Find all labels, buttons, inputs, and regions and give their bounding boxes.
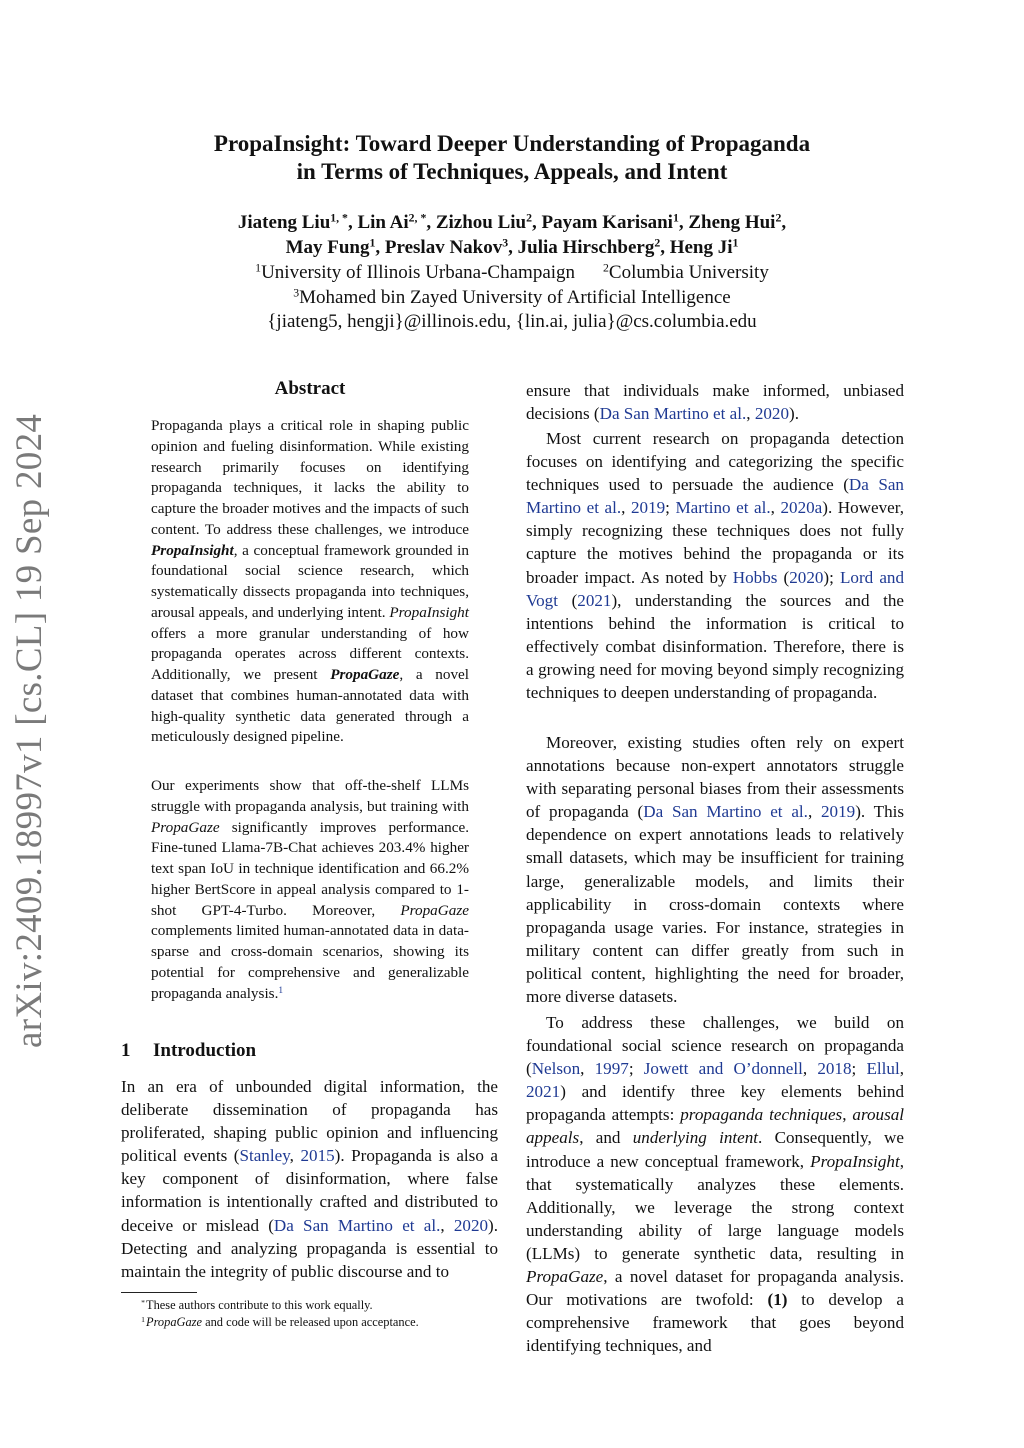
- citation-link[interactable]: Hobbs: [732, 567, 778, 587]
- text-run: Most current research on propaganda detection focuses on identifying and categorizing the specific techniques used to persuade the audience (: [526, 429, 904, 495]
- citation-link[interactable]: Jowett and O’donnell: [643, 1059, 803, 1079]
- emphasis-term: arousal appeals: [526, 1105, 905, 1148]
- arxiv-identifier: arXiv:2409.18997v1 [cs.CL] 19 Sep 2024: [9, 413, 50, 1048]
- text-run: , a novel dataset that combines human-annotated data with high-quality synthetic data generated through a meticulously designed pipeline.: [151, 666, 470, 746]
- author-affil-mark: 1: [672, 211, 679, 225]
- text-run: ). However, simply recognizing these techniques does not fully capture the motives behind the propaganda or its broader impact. As noted by: [526, 498, 905, 587]
- text-run: significantly improves performance. Fine-tuned Llama-7B-Chat achieves 203.4% higher text span IoU in technique identification and 66.2% higher BertScore in appeal analysis compared to 1-shot GPT-4-Turbo. Moreover,: [151, 818, 469, 919]
- text-run: Moreover, existing studies often rely on expert annotations because non-expert annotators struggle with separating personal biases from their assessments of propaganda (: [526, 733, 904, 822]
- text-run: ,: [802, 1059, 818, 1079]
- text-run: offers a more granular understanding of how propaganda operates across different contexts. Additionally, we present: [151, 624, 469, 683]
- citation-link[interactable]: Da San Martino et al.: [599, 404, 747, 424]
- dataset-name: PropaGaze: [400, 901, 469, 919]
- citation-year-link[interactable]: 2019: [821, 802, 856, 822]
- text-run: Propaganda plays a critical role in shaping public opinion and fueling disinformation. While existing research primarily focuses on identifying propaganda techniques, it lacks the ability to capture the broader motives and the impacts of such content. To address these challenges, we introduce: [151, 417, 469, 538]
- author-affil-mark: 2: [775, 211, 782, 225]
- text-run: , that systematically analyzes these elements. Additionally, we leverage the strong context understanding ability of large language models (LLMs) to generate synthetic data, resulting in: [526, 1151, 904, 1263]
- affiliation-line-1: [120, 261, 904, 286]
- author-affil-mark: 2: [526, 211, 533, 225]
- text-run: , a conceptual framework grounded in foundational social science research, which systematically dissects propaganda into techniques, arousal appeals, and underlying intent.: [151, 541, 469, 621]
- author-name: Payam Karisani: [541, 212, 673, 233]
- text-run: To address these challenges, we build on foundational social science research on propaganda (: [526, 1013, 904, 1079]
- affiliation-mark: 2: [603, 261, 609, 275]
- abstract-paragraph-2: [151, 776, 469, 1004]
- citation-link[interactable]: Da San Martino et al.: [273, 1215, 441, 1235]
- footnote-rule: [121, 1292, 197, 1293]
- text-run: ) and identify three key elements behind propaganda attempts:: [526, 1082, 904, 1125]
- citation-year-link[interactable]: 2021: [577, 590, 612, 610]
- citation-year-link[interactable]: 2021: [526, 1082, 561, 1102]
- text-run: ,: [440, 1215, 454, 1235]
- author-name: Zizhou Liu: [435, 212, 527, 233]
- author-emails: {jiateng5, hengji}@illinois.edu, {lin.ai, julia}@cs.columbia.edu: [267, 311, 757, 332]
- affiliation-name: University of Illinois Urbana-Champaign: [261, 262, 576, 283]
- abstract-heading: Abstract: [274, 378, 346, 399]
- right-paragraph-continuation: [526, 379, 904, 425]
- citation-link[interactable]: Ellul: [866, 1059, 900, 1079]
- text-run: ,: [807, 802, 821, 822]
- text-run: ,: [289, 1146, 301, 1166]
- text-run: , and: [579, 1128, 633, 1148]
- author-name: Lin Ai: [357, 212, 409, 233]
- text-run: ,: [770, 498, 781, 518]
- dataset-name: PropaGaze: [151, 818, 220, 836]
- footnote-text: and code will be released upon acceptance.: [201, 1315, 419, 1329]
- author-affil-mark: 2, *: [408, 211, 427, 225]
- text-run: ,: [899, 1059, 904, 1079]
- title-line-2: in Terms of Techniques, Appeals, and Intent: [296, 159, 728, 184]
- citation-link[interactable]: Stanley: [239, 1146, 290, 1166]
- footnote-link[interactable]: 1: [278, 985, 284, 996]
- author-name: Zheng Hui: [688, 212, 776, 233]
- citation-year-link[interactable]: 2020: [453, 1215, 489, 1235]
- text-run: ). Detecting and analyzing propaganda is essential to maintain the integrity of public discourse and to: [121, 1215, 498, 1281]
- citation-link[interactable]: Lord and Vogt: [526, 567, 905, 610]
- affiliation-mark: 1: [255, 261, 262, 275]
- text-run: ,: [746, 404, 755, 424]
- citation-year-link[interactable]: 2020a: [780, 498, 823, 518]
- right-paragraph-1: [526, 427, 904, 704]
- footnote-mark: 1: [141, 1314, 145, 1324]
- emphasis-term: underlying intent: [632, 1128, 759, 1148]
- author-affil-mark: 3: [502, 236, 509, 250]
- author-affil-mark: 1: [732, 236, 739, 250]
- citation-year-link[interactable]: 2015: [300, 1146, 335, 1166]
- author-affil-mark: 1: [369, 236, 376, 250]
- emphasis-term: propaganda techniques: [680, 1105, 843, 1125]
- author-affil-mark: 2: [654, 236, 661, 250]
- text-run: ). This dependence on expert annotations leads to relatively small datasets, which may be insufficient for training large, generalizable models, and limits their applicability in cross-domain contexts where propaganda usage varies. For instance, strategies in military content can differ greatly from such in political content, highlighting the need for broader, more diverse datasets.: [526, 802, 905, 1007]
- author-line-2: May Fung$^1$, Preslav Nakov$^3$, Julia Hirschberg$^2$, Heng Ji$^1$: [285, 236, 739, 258]
- affiliation-line-2: [120, 286, 904, 311]
- text-run: (: [557, 590, 578, 610]
- text-run: ;: [665, 498, 676, 518]
- right-paragraph-3: [526, 1011, 904, 1357]
- framework-name: PropaInsight: [389, 603, 469, 621]
- affiliations: [120, 261, 904, 335]
- author-list: [120, 210, 904, 260]
- section-heading-introduction: [121, 1040, 256, 1062]
- text-run: (: [777, 567, 790, 587]
- text-run: ensure that individuals make informed, unbiased decisions (: [526, 381, 904, 424]
- footnote-equal-contribution: [121, 1297, 498, 1313]
- framework-name: PropaInsight: [151, 541, 234, 559]
- text-run: ,: [580, 1059, 595, 1079]
- framework-name: PropaInsight: [810, 1151, 900, 1171]
- text-run: Our experiments show that off-the-shelf LLMs struggle with propaganda analysis, but training with: [151, 777, 469, 815]
- text-run: to develop a comprehensive framework that goes beyond identifying techniques, and: [526, 1290, 904, 1356]
- section-title: Introduction: [153, 1040, 257, 1061]
- affiliation-name: Columbia University: [608, 262, 769, 283]
- text-run: , a novel dataset for propaganda analysis. Our motivations are twofold:: [526, 1267, 904, 1310]
- author-name: Heng Ji: [669, 237, 733, 258]
- author-affil-mark: 1, *: [330, 211, 348, 225]
- text-run: ;: [851, 1059, 867, 1079]
- text-run: ,: [842, 1105, 853, 1125]
- footnote-release: [121, 1314, 498, 1330]
- footnote-text: These authors contribute to this work equally.: [146, 1298, 373, 1312]
- author-name: Julia Hirschberg: [517, 237, 655, 258]
- text-run: In an era of unbounded digital information, the deliberate dissemination of propaganda has proliferated, shaping public opinion and influencing political events (: [121, 1077, 498, 1166]
- author-name: May Fung: [285, 237, 370, 258]
- citation-link[interactable]: Nelson: [531, 1059, 581, 1079]
- dataset-name: PropaGaze: [526, 1267, 604, 1287]
- citation-link[interactable]: Martino et al.: [675, 498, 771, 518]
- abstract-paragraph-1: [151, 416, 469, 748]
- right-paragraph-2: [526, 731, 904, 1008]
- citation-year-link[interactable]: 1997: [594, 1059, 629, 1079]
- text-run: ).: [789, 404, 799, 424]
- title-line-1: PropaInsight: Toward Deeper Understanding of Propaganda: [213, 131, 811, 156]
- footnote-mark: *: [141, 1297, 145, 1307]
- author-line-1: Jiateng Liu$^{1, *}$, Lin $Ai^{2, *}$, Zizhou Liu$^2$, Payam Karisani$^1$, Zheng Hui$^2$,: [237, 211, 787, 233]
- section-number: 1: [121, 1040, 131, 1061]
- paper-title: [120, 130, 904, 186]
- text-run: ;: [628, 1059, 644, 1079]
- text-run: . Consequently, we introduce a new conceptual framework,: [526, 1128, 904, 1171]
- text-run: complements limited human-annotated data in data-sparse and cross-domain scenarios, showing its potential for comprehensive and generalizable propaganda analysis.: [151, 922, 469, 1002]
- text-run: );: [823, 567, 840, 587]
- citation-year-link[interactable]: 2020: [754, 404, 790, 424]
- author-name: Preslav Nakov: [384, 237, 503, 258]
- affiliation-name: Mohamed bin Zayed University of Artificial Intelligence: [299, 286, 731, 308]
- citation-year-link[interactable]: 2020: [789, 567, 824, 587]
- citation-year-link[interactable]: 2019: [630, 498, 666, 518]
- citation-year-link[interactable]: 2018: [817, 1059, 852, 1079]
- text-run: ), understanding the sources and the intentions behind the information is critical to effectively combat disinformation. Therefore, there is a growing need for moving beyond simply recognizing techniques to deepen understanding of propaganda.: [526, 590, 904, 703]
- affiliation-mark: 3: [293, 286, 300, 300]
- text-run: ,: [621, 498, 631, 518]
- citation-link[interactable]: Da San Martino et al.: [643, 802, 808, 822]
- citation-link[interactable]: Da San Martino et al.: [526, 475, 904, 518]
- motivation-marker: (1): [767, 1290, 788, 1310]
- author-name: Jiateng Liu: [237, 212, 331, 233]
- dataset-name: PropaGaze: [330, 666, 400, 683]
- intro-paragraph-1: [121, 1075, 498, 1283]
- text-run: ). Propaganda is also a key component of disinformation, where false information is intentionally crafted and distributed to deceive or mislead (: [121, 1146, 499, 1235]
- dataset-name: PropaGaze: [146, 1315, 202, 1329]
